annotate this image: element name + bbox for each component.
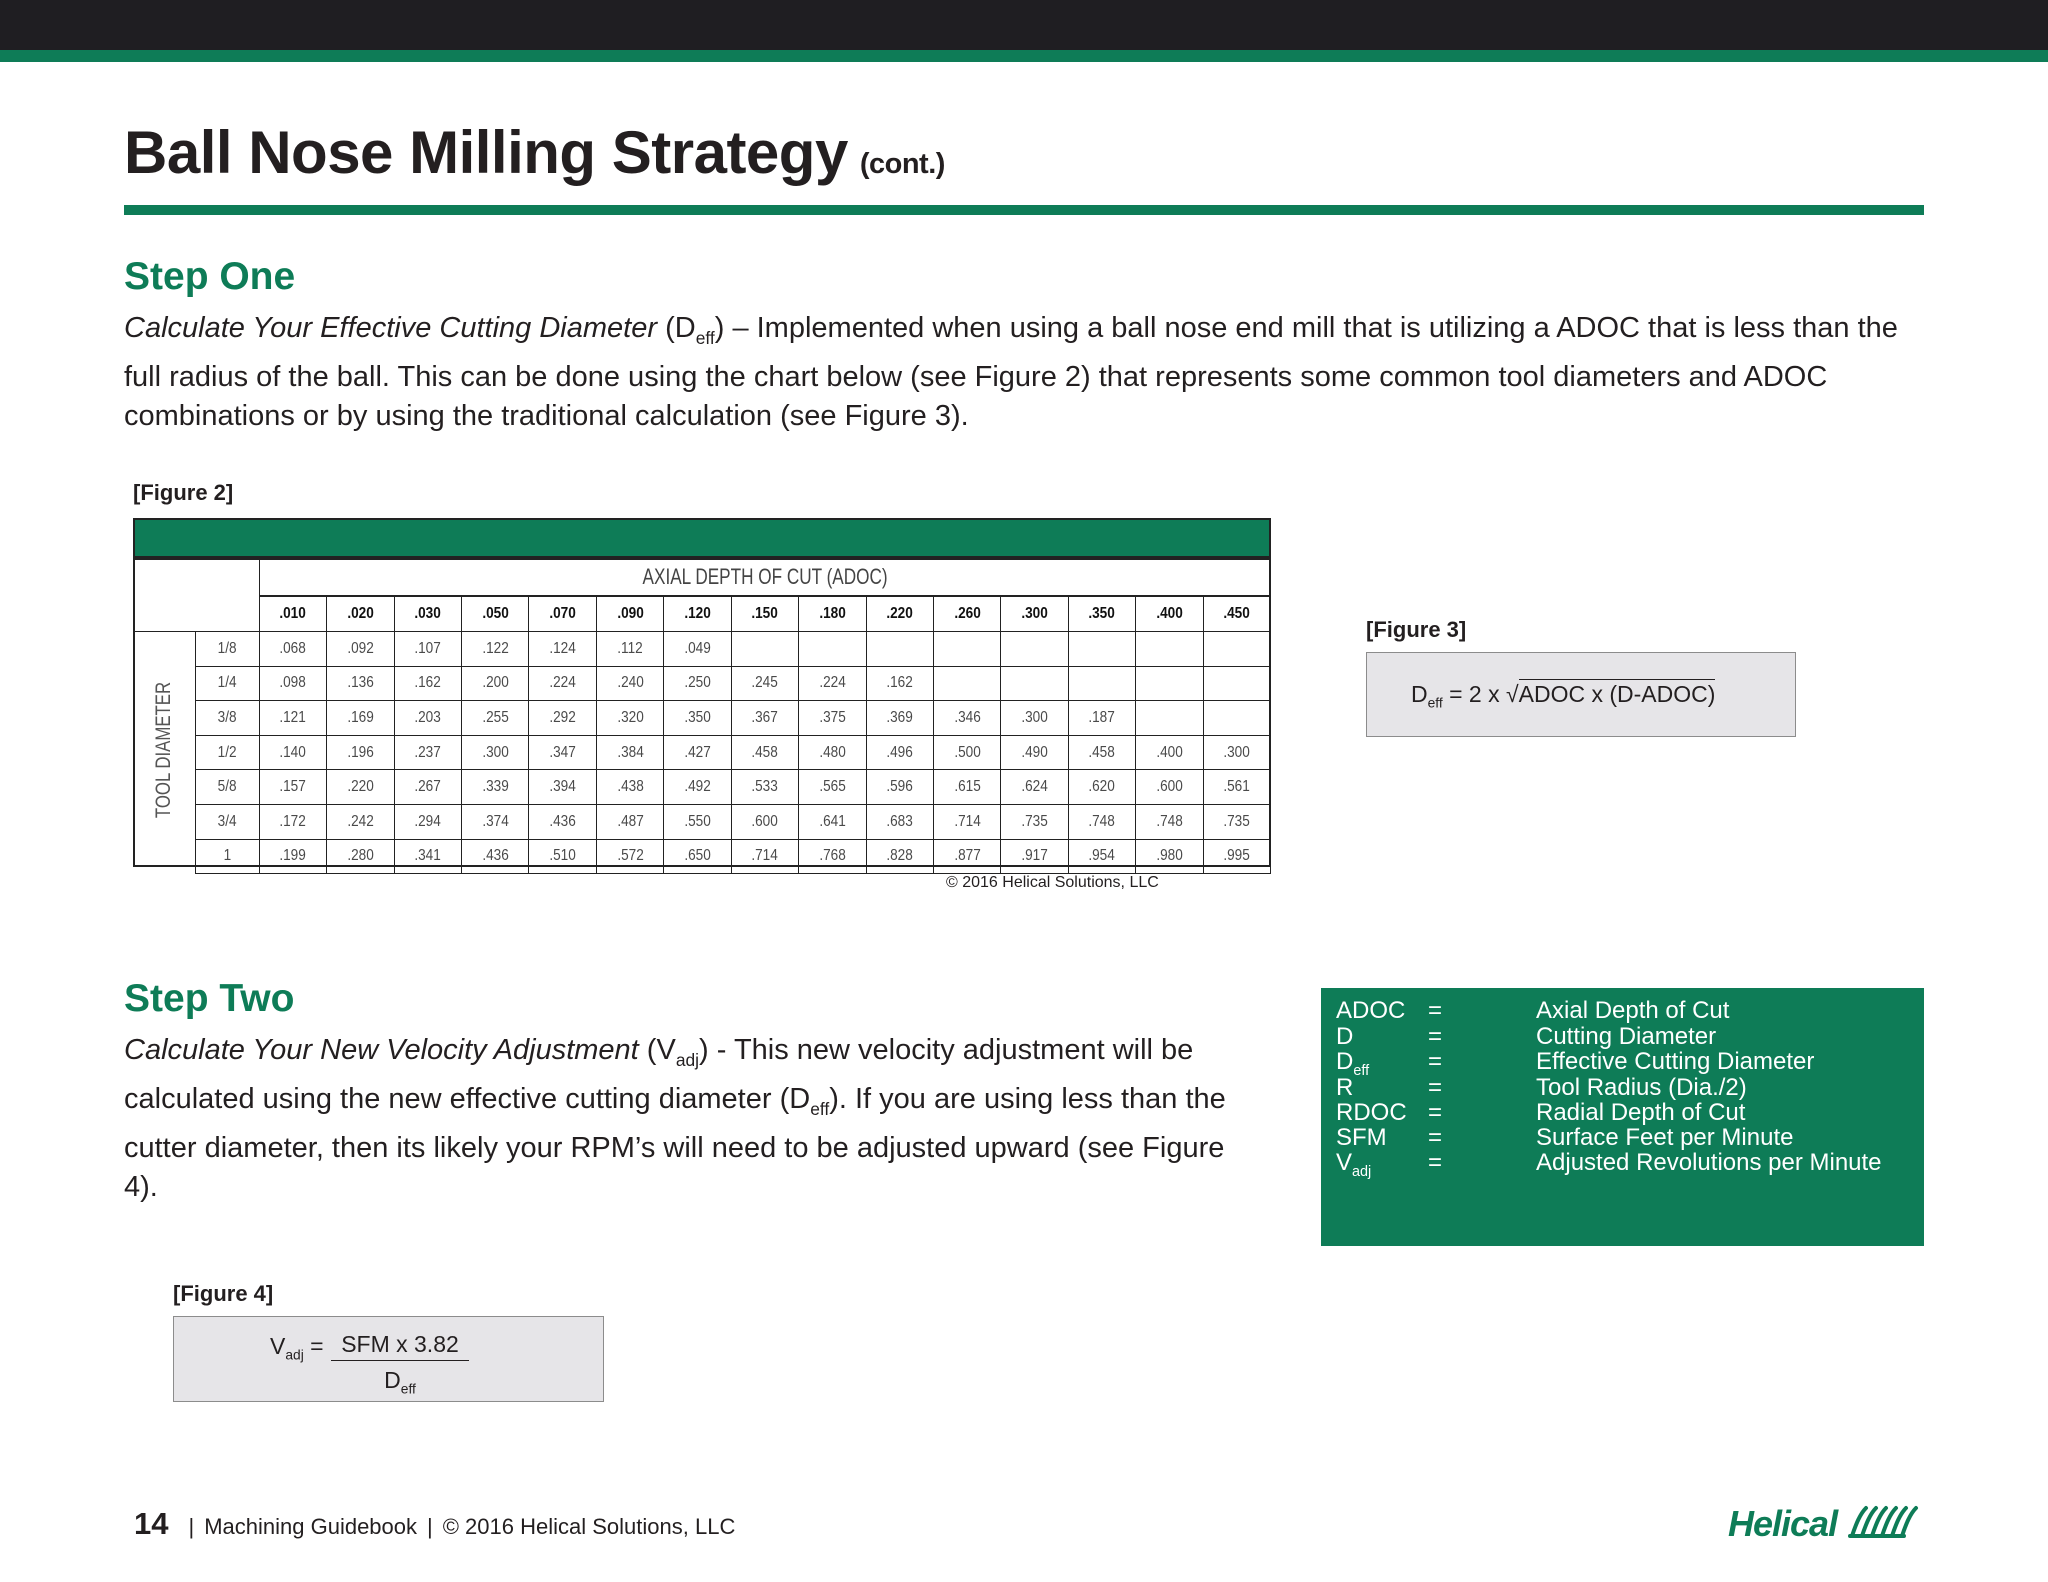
effective-diameter-cell: .157 xyxy=(259,770,326,805)
effective-diameter-cell: .300 xyxy=(462,735,529,770)
footer-separator-2: | xyxy=(427,1514,433,1539)
effective-diameter-cell xyxy=(1136,701,1203,736)
effective-diameter-cell: .346 xyxy=(933,701,1000,736)
step-two-lead: Calculate Your New Velocity Adjustment xyxy=(124,1034,639,1066)
effective-diameter-cell: .136 xyxy=(327,666,394,701)
tool-diameter-cell: 1/8 xyxy=(196,632,260,667)
legend-abbreviation: ADOC xyxy=(1336,997,1406,1024)
adoc-column-header: .400 xyxy=(1136,597,1203,632)
effective-diameter-cell xyxy=(1203,666,1270,701)
step-two-text: Calculate Your New Velocity Adjustment $(V_{adj})$ - This new velocity adjustment will be calculated using the new effective cutting diameter $(D_{eff})$. If you are using less than the cutter diameter, then its likely your RPM’s will need to be adjusted upward (see Figure 4). xyxy=(124,1034,1226,1203)
effective-diameter-cell: .292 xyxy=(529,701,596,736)
effective-diameter-table xyxy=(133,518,1271,867)
effective-diameter-cell: .187 xyxy=(1068,701,1135,736)
effective-diameter-cell: .374 xyxy=(462,804,529,839)
effective-diameter-cell: .748 xyxy=(1068,804,1135,839)
top-bar xyxy=(0,0,2048,50)
legend-equals: = xyxy=(1428,1074,1443,1101)
effective-diameter-cell: .384 xyxy=(596,735,663,770)
table-grid xyxy=(195,596,1271,874)
effective-diameter-cell: .341 xyxy=(394,839,461,874)
tool-diameter-cell: 1/2 xyxy=(196,735,260,770)
effective-diameter-cell: .596 xyxy=(866,770,933,805)
figure-2-label: [Figure 2] xyxy=(133,480,234,505)
effective-diameter-cell: .748 xyxy=(1136,804,1203,839)
effective-diameter-cell: .510 xyxy=(529,839,596,874)
effective-diameter-cell: .828 xyxy=(866,839,933,874)
effective-diameter-cell: .427 xyxy=(664,735,731,770)
figure-4-formula xyxy=(173,1316,604,1402)
adoc-column-header: .350 xyxy=(1068,597,1135,632)
effective-diameter-cell: .162 xyxy=(394,666,461,701)
effective-diameter-cell: .624 xyxy=(1001,770,1068,805)
tool-diameter-cell: 3/4 xyxy=(196,804,260,839)
effective-diameter-cell xyxy=(1001,632,1068,667)
legend-definition: Adjusted Revolutions per Minute xyxy=(1536,1149,1882,1176)
effective-diameter-cell: .620 xyxy=(1068,770,1135,805)
effective-diameter-cell: .124 xyxy=(529,632,596,667)
formula-denominator-sub: eff xyxy=(400,1381,416,1397)
legend-definition: Cutting Diameter xyxy=(1536,1023,1717,1050)
legend-abbreviation: D xyxy=(1336,1023,1354,1050)
effective-diameter-cell xyxy=(933,666,1000,701)
effective-diameter-cell: .107 xyxy=(394,632,461,667)
step-two-body-a: - This new velocity adjustment will be calculated using the new effective cutting diameter (D xyxy=(124,1034,1194,1115)
legend-definition: Surface Feet per Minute xyxy=(1536,1124,1794,1151)
legend-definition: Effective Cutting Diameter xyxy=(1536,1048,1815,1075)
legend-definition: Radial Depth of Cut xyxy=(1536,1099,1746,1126)
adoc-column-header: .150 xyxy=(731,597,798,632)
effective-diameter-cell: .394 xyxy=(529,770,596,805)
effective-diameter-cell: .458 xyxy=(731,735,798,770)
footer-separator: | xyxy=(188,1514,195,1539)
effective-diameter-cell: .600 xyxy=(1136,770,1203,805)
effective-diameter-cell: .550 xyxy=(664,804,731,839)
step-two-heading: Step Two xyxy=(124,977,295,1020)
legend-equals: = xyxy=(1428,1099,1443,1126)
effective-diameter-cell: .714 xyxy=(933,804,1000,839)
adoc-axis-title-text: AXIAL DEPTH OF CUT (ADOC) xyxy=(642,563,889,589)
effective-diameter-cell xyxy=(731,632,798,667)
effective-diameter-cell: .980 xyxy=(1136,839,1203,874)
effective-diameter-cell xyxy=(1001,666,1068,701)
effective-diameter-cell: .162 xyxy=(866,666,933,701)
table-row xyxy=(196,804,1271,839)
effective-diameter-cell: .250 xyxy=(664,666,731,701)
effective-diameter-cell: .092 xyxy=(327,632,394,667)
formula-deff-sub: eff xyxy=(1427,695,1443,711)
effective-diameter-cell: .735 xyxy=(1203,804,1270,839)
table-row xyxy=(196,735,1271,770)
table-row xyxy=(196,701,1271,736)
legend-abbreviation: SFM xyxy=(1336,1124,1387,1151)
footer-guide-title: Machining Guidebook xyxy=(204,1514,418,1539)
step-one-body: – Implemented when using a ball nose end mill that is utilizing a ADOC that is less than the full radius of the ball. This can be done using the chart below (see Figure 2) that represents some common tool diameters and ADOC combinations or by using the traditional calculation (see Figure 3). xyxy=(124,312,1898,432)
effective-diameter-cell: .561 xyxy=(1203,770,1270,805)
effective-diameter-cell: .995 xyxy=(1203,839,1270,874)
tool-diameter-axis-text: TOOL DIAMETER xyxy=(152,681,176,818)
helical-logo-text: Helical xyxy=(1728,1503,1838,1544)
step-one-lead: Calculate Your Effective Cutting Diameter xyxy=(124,312,658,344)
formula-vadj: V xyxy=(270,1333,286,1359)
effective-diameter-cell xyxy=(1203,701,1270,736)
effective-diameter-cell: .169 xyxy=(327,701,394,736)
legend-abbreviation: $D_{eff}$ xyxy=(1336,1048,1370,1079)
effective-diameter-cell: .245 xyxy=(731,666,798,701)
table-corner xyxy=(196,597,260,632)
figure-3-formula xyxy=(1366,652,1796,737)
formula-numerator: SFM x 3.82 xyxy=(331,1331,469,1361)
effective-diameter-cell xyxy=(1203,632,1270,667)
effective-diameter-cell: .255 xyxy=(462,701,529,736)
effective-diameter-cell: .650 xyxy=(664,839,731,874)
vadj-symbol: V xyxy=(656,1034,676,1066)
effective-diameter-cell: .242 xyxy=(327,804,394,839)
formula-deff: D xyxy=(1411,681,1428,707)
adoc-column-header: .010 xyxy=(259,597,326,632)
effective-diameter-cell: .224 xyxy=(529,666,596,701)
effective-diameter-cell: .400 xyxy=(1136,735,1203,770)
figure-4-label: [Figure 4] xyxy=(173,1281,274,1306)
top-accent-stripe xyxy=(0,50,2048,62)
adoc-column-header: .450 xyxy=(1203,597,1270,632)
formula-radicand: ADOC x (D-ADOC) xyxy=(1518,681,1716,707)
effective-diameter-cell: .375 xyxy=(799,701,866,736)
effective-diameter-cell: .369 xyxy=(866,701,933,736)
legend-definition: Axial Depth of Cut xyxy=(1536,997,1730,1024)
effective-diameter-cell xyxy=(799,632,866,667)
tool-diameter-cell: 5/8 xyxy=(196,770,260,805)
legend-abbreviation: $V_{adj}$ xyxy=(1336,1149,1372,1180)
effective-diameter-cell: .768 xyxy=(799,839,866,874)
formula-denominator-d: D xyxy=(384,1367,401,1393)
effective-diameter-cell: .280 xyxy=(327,839,394,874)
effective-diameter-cell: .490 xyxy=(1001,735,1068,770)
effective-diameter-cell: .300 xyxy=(1001,701,1068,736)
vadj-subscript: adj xyxy=(675,1049,700,1070)
effective-diameter-cell: .533 xyxy=(731,770,798,805)
adoc-column-header: .220 xyxy=(866,597,933,632)
formula-equals: = xyxy=(310,1333,324,1359)
effective-diameter-cell: .220 xyxy=(327,770,394,805)
effective-diameter-cell: .140 xyxy=(259,735,326,770)
effective-diameter-cell: .122 xyxy=(462,632,529,667)
effective-diameter-cell: .367 xyxy=(731,701,798,736)
effective-diameter-cell: .320 xyxy=(596,701,663,736)
deff-formula xyxy=(1411,681,1715,711)
effective-diameter-cell: .200 xyxy=(462,666,529,701)
table-row xyxy=(196,770,1271,805)
effective-diameter-cell: .615 xyxy=(933,770,1000,805)
effective-diameter-cell: .572 xyxy=(596,839,663,874)
effective-diameter-cell xyxy=(1068,666,1135,701)
step-two-body-b: ). If you are using less than the cutter diameter, then its likely your RPM’s will need to be adjusted upward (see Figure 4). xyxy=(124,1082,1226,1203)
effective-diameter-cell: .267 xyxy=(394,770,461,805)
adoc-column-header: .050 xyxy=(462,597,529,632)
effective-diameter-cell: .294 xyxy=(394,804,461,839)
adoc-axis-title xyxy=(259,558,1271,596)
effective-diameter-cell xyxy=(1068,632,1135,667)
effective-diameter-cell: .641 xyxy=(799,804,866,839)
effective-diameter-cell: .500 xyxy=(933,735,1000,770)
formula-vadj-sub: adj xyxy=(285,1347,304,1363)
effective-diameter-cell: .438 xyxy=(596,770,663,805)
effective-diameter-cell: .683 xyxy=(866,804,933,839)
effective-diameter-cell: .600 xyxy=(731,804,798,839)
effective-diameter-cell: .877 xyxy=(933,839,1000,874)
effective-diameter-cell: .339 xyxy=(462,770,529,805)
adoc-column-header: .020 xyxy=(327,597,394,632)
effective-diameter-cell: .436 xyxy=(462,839,529,874)
adoc-column-header: .030 xyxy=(394,597,461,632)
deff-subscript: eff xyxy=(695,327,715,348)
effective-diameter-cell: .049 xyxy=(664,632,731,667)
effective-diameter-cell: .237 xyxy=(394,735,461,770)
legend-definition: Tool Radius (Dia./2) xyxy=(1536,1074,1747,1101)
page-number: 14 xyxy=(134,1506,169,1541)
tool-diameter-cell: 3/8 xyxy=(196,701,260,736)
step-one-text: Calculate Your Effective Cutting Diameter $(D_{eff})$ – Implemented when using a ball nose end mill that is utilizing a ADOC that is less than the full radius of the ball. This can be done using the chart below (see Figure 2) that represents some common tool diameters and ADOC combinations or by using the traditional calculation (see Figure 3). xyxy=(124,312,1898,432)
table-row xyxy=(196,839,1271,874)
title-rule xyxy=(124,205,1924,215)
legend-equals: = xyxy=(1428,1023,1443,1050)
effective-diameter-cell: .203 xyxy=(394,701,461,736)
effective-diameter-cell: .735 xyxy=(1001,804,1068,839)
tool-diameter-cell: 1/4 xyxy=(196,666,260,701)
formula-rhs-prefix: = 2 x √ xyxy=(1449,681,1519,707)
page-title-text: Ball Nose Milling Strategy xyxy=(124,119,848,186)
helical-flutes-icon xyxy=(1850,1508,1916,1536)
effective-diameter-cell: .714 xyxy=(731,839,798,874)
helical-logo xyxy=(1728,1500,1924,1544)
vadj-lhs xyxy=(270,1333,324,1363)
effective-diameter-cell: .350 xyxy=(664,701,731,736)
effective-diameter-cell: .199 xyxy=(259,839,326,874)
effective-diameter-cell: .565 xyxy=(799,770,866,805)
effective-diameter-cell: .487 xyxy=(596,804,663,839)
adoc-column-header: .070 xyxy=(529,597,596,632)
effective-diameter-cell: .224 xyxy=(799,666,866,701)
tool-diameter-axis xyxy=(133,631,195,867)
effective-diameter-cell: .347 xyxy=(529,735,596,770)
table-row xyxy=(196,666,1271,701)
effective-diameter-cell xyxy=(1136,666,1203,701)
step-two-body-sub: eff xyxy=(810,1098,830,1119)
tool-diameter-cell: 1 xyxy=(196,839,260,874)
figure-2-copyright: © 2016 Helical Solutions, LLC xyxy=(946,874,1159,891)
effective-diameter-cell: .240 xyxy=(596,666,663,701)
adoc-column-header: .090 xyxy=(596,597,663,632)
legend-equals: = xyxy=(1428,1124,1443,1151)
effective-diameter-cell: .068 xyxy=(259,632,326,667)
legend-equals: = xyxy=(1428,1149,1443,1176)
effective-diameter-cell: .112 xyxy=(596,632,663,667)
effective-diameter-cell xyxy=(866,632,933,667)
adoc-column-header: .120 xyxy=(664,597,731,632)
effective-diameter-cell: .492 xyxy=(664,770,731,805)
page-footer xyxy=(134,1506,735,1542)
effective-diameter-cell: .121 xyxy=(259,701,326,736)
effective-diameter-cell: .917 xyxy=(1001,839,1068,874)
step-one-heading: Step One xyxy=(124,255,296,298)
variable-legend xyxy=(1321,988,1924,1246)
legend-abbreviation: R xyxy=(1336,1074,1354,1101)
effective-diameter-cell: .496 xyxy=(866,735,933,770)
adoc-column-header: .260 xyxy=(933,597,1000,632)
effective-diameter-cell: .458 xyxy=(1068,735,1135,770)
adoc-column-header: .180 xyxy=(799,597,866,632)
figure-3-label: [Figure 3] xyxy=(1366,617,1467,642)
effective-diameter-cell: .098 xyxy=(259,666,326,701)
table-row xyxy=(196,632,1271,667)
table-header-band xyxy=(133,518,1271,558)
adoc-column-header: .300 xyxy=(1001,597,1068,632)
effective-diameter-cell: .954 xyxy=(1068,839,1135,874)
effective-diameter-cell: .196 xyxy=(327,735,394,770)
effective-diameter-cell xyxy=(933,632,1000,667)
legend-equals: = xyxy=(1428,1048,1443,1075)
effective-diameter-cell: .436 xyxy=(529,804,596,839)
page-title-suffix: (cont.) xyxy=(859,148,945,180)
effective-diameter-cell xyxy=(1136,632,1203,667)
page-title xyxy=(124,118,945,187)
effective-diameter-cell: .300 xyxy=(1203,735,1270,770)
legend-abbreviation: RDOC xyxy=(1336,1099,1407,1126)
footer-copyright: © 2016 Helical Solutions, LLC xyxy=(442,1514,736,1539)
formula-denominator xyxy=(331,1367,469,1397)
effective-diameter-cell: .480 xyxy=(799,735,866,770)
deff-symbol: D xyxy=(674,312,696,344)
effective-diameter-cell: .172 xyxy=(259,804,326,839)
legend-equals: = xyxy=(1428,997,1443,1024)
